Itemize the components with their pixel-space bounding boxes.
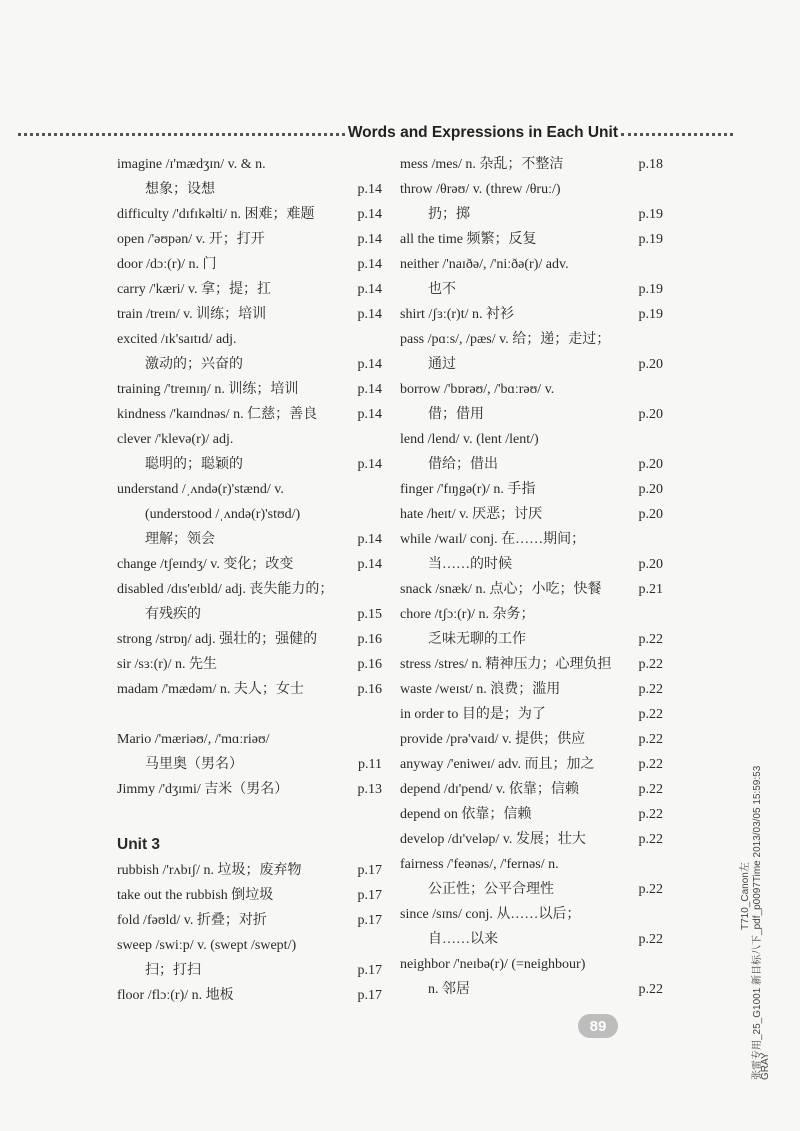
entry-text: borrow /'bɒrəʊ/, /'bɑːrəʊ/ v. — [400, 382, 555, 397]
entry-text: depend on 依靠；信赖 — [400, 807, 532, 822]
vocab-entry — [400, 202, 663, 227]
page-ref: p.17 — [357, 988, 382, 1003]
page-ref: p.14 — [357, 282, 382, 297]
vocab-entry — [400, 627, 663, 652]
entry-text: train /treɪn/ v. 训练；培训 — [117, 307, 267, 322]
page-ref: p.22 — [638, 982, 663, 997]
entry-text: open /'əʊpən/ v. 开；打开 — [117, 232, 265, 247]
section-title: Words and Expressions in Each Unit — [347, 124, 618, 141]
entry-text: 通过 — [428, 357, 456, 372]
entry-text: lend /lend/ v. (lent /lent/) — [400, 432, 539, 447]
vocab-entry — [400, 452, 663, 477]
page-number: 89 — [578, 1014, 618, 1038]
entry-text: excited /ɪk'saɪtɪd/ adj. — [117, 332, 237, 347]
entry-text: chore /tʃɔː(r)/ n. 杂务； — [400, 607, 535, 622]
vocab-entry — [400, 927, 663, 952]
vocab-entry — [400, 377, 663, 402]
page-ref: p.17 — [357, 888, 382, 903]
vocab-entry — [400, 977, 663, 1002]
vocab-entry — [400, 477, 663, 502]
page-ref: p.14 — [357, 357, 382, 372]
entry-text: provide /prə'vaɪd/ v. 提供；供应 — [400, 732, 586, 747]
vocab-entry — [117, 352, 382, 377]
vocab-entry — [117, 933, 382, 958]
vocab-entry — [400, 752, 663, 777]
entry-text: while /waɪl/ conj. 在……期间； — [400, 532, 586, 547]
vocab-entry — [117, 402, 382, 427]
entry-text: 激动的；兴奋的 — [145, 357, 243, 372]
vocab-entry — [400, 352, 663, 377]
vocab-entry — [400, 502, 663, 527]
entry-text: 自……以来 — [428, 932, 498, 947]
dotted-rule-left — [18, 133, 345, 136]
page-ref: p.19 — [638, 207, 663, 222]
page-ref: p.22 — [638, 782, 663, 797]
entry-text: pass /pɑːs/, /pæs/ v. 给；递；走过； — [400, 332, 611, 347]
entry-text: finger /'fɪŋgə(r)/ n. 手指 — [400, 482, 536, 497]
page-ref: p.14 — [357, 457, 382, 472]
entry-text: difficulty /'dɪfɪkəlti/ n. 困难；难题 — [117, 207, 315, 222]
vocab-entry — [117, 552, 382, 577]
page-ref: p.14 — [357, 307, 382, 322]
entry-text: 马里奥（男名） — [145, 757, 243, 772]
page-ref: p.14 — [357, 182, 382, 197]
vocab-entry — [117, 958, 382, 983]
entry-text: disabled /dɪs'eɪbld/ adj. 丧失能力的； — [117, 582, 334, 597]
entry-text: training /'treɪnɪŋ/ n. 训练；培训 — [117, 382, 299, 397]
vocab-entry — [117, 277, 382, 302]
entry-text: understand /ˌʌndə(r)'stænd/ v. — [117, 482, 284, 497]
entry-text: waste /weɪst/ n. 浪费；滥用 — [400, 682, 561, 697]
vocab-entry — [400, 652, 663, 677]
entry-text: in order to 目的是；为了 — [400, 707, 546, 722]
vocab-entry — [400, 277, 663, 302]
spacer-row — [117, 702, 382, 727]
entry-text: 借；借用 — [428, 407, 484, 422]
vocab-entry — [400, 702, 663, 727]
page-ref: p.21 — [638, 582, 663, 597]
entry-text: Mario /'mæriəʊ/, /'mɑːriəʊ/ — [117, 732, 270, 747]
page-ref: p.22 — [638, 832, 663, 847]
entry-text: 也不 — [428, 282, 456, 297]
entry-text: 公正性；公平合理性 — [428, 882, 554, 897]
vocab-entry — [400, 527, 663, 552]
left-column — [117, 152, 382, 1008]
entry-text: 当……的时候 — [428, 557, 512, 572]
vocab-entry — [400, 577, 663, 602]
vocab-entry — [117, 302, 382, 327]
vocab-entry — [400, 827, 663, 852]
vocab-entry — [400, 852, 663, 877]
vocab-entry — [117, 252, 382, 277]
entry-text: door /dɔː(r)/ n. 门 — [117, 257, 217, 272]
entry-text: floor /flɔː(r)/ n. 地板 — [117, 988, 234, 1003]
vocab-entry — [400, 802, 663, 827]
entry-text: 理解；领会 — [145, 532, 215, 547]
vocab-entry — [117, 427, 382, 452]
page-ref: p.17 — [357, 863, 382, 878]
page-ref: p.22 — [638, 707, 663, 722]
vocab-entry — [400, 677, 663, 702]
entry-text: strong /strɒŋ/ adj. 强壮的；强健的 — [117, 632, 318, 647]
vocab-entry — [400, 952, 663, 977]
scan-mark-print-info: 张雷专用_25_G1001 新目标八下_pdf_p0097Time 2013/03/05 15:59:53 — [752, 765, 763, 1080]
vocab-entry — [400, 227, 663, 252]
page-ref: p.22 — [638, 732, 663, 747]
entry-text: n. 邻居 — [428, 982, 470, 997]
entry-text: all the time 频繁；反复 — [400, 232, 537, 247]
page-ref: p.11 — [358, 757, 382, 772]
page-ref: p.16 — [357, 632, 382, 647]
page-ref: p.22 — [638, 632, 663, 647]
unit-heading — [117, 827, 382, 858]
page-ref: p.22 — [638, 757, 663, 772]
page-ref: p.14 — [357, 557, 382, 572]
vocab-entry — [117, 727, 382, 752]
entry-text: sweep /swiːp/ v. (swept /swept/) — [117, 938, 297, 953]
entry-text: neither /'naɪðə/, /'niːðə(r)/ adv. — [400, 257, 569, 272]
page-ref: p.22 — [638, 882, 663, 897]
vocab-entry — [400, 152, 663, 177]
vocab-entry — [117, 152, 382, 177]
entry-text: imagine /ɪ'mædʒɪn/ v. & n. — [117, 157, 266, 172]
entry-text: fold /fəʊld/ v. 折叠；对折 — [117, 913, 267, 928]
page-ref: p.19 — [638, 282, 663, 297]
entry-text: carry /'kæri/ v. 拿；提；扛 — [117, 282, 272, 297]
vocab-entry — [400, 402, 663, 427]
page-ref: p.17 — [357, 913, 382, 928]
page-ref: p.22 — [638, 682, 663, 697]
vocab-entry — [400, 602, 663, 627]
entry-text: shirt /ʃɜː(r)t/ n. 衬衫 — [400, 307, 514, 322]
entry-text: since /sɪns/ conj. 从……以后； — [400, 907, 581, 922]
entry-text: 扔；掷 — [428, 207, 470, 222]
page-ref: p.19 — [638, 307, 663, 322]
vocab-entry — [400, 727, 663, 752]
entry-text: 聪明的；聪颖的 — [145, 457, 243, 472]
entry-text: clever /'klevə(r)/ adj. — [117, 432, 234, 447]
vocab-entry — [117, 527, 382, 552]
entry-text: hate /heɪt/ v. 厌恶；讨厌 — [400, 507, 543, 522]
unit-title: Unit 3 — [117, 836, 161, 853]
page-ref: p.19 — [638, 232, 663, 247]
page-ref: p.14 — [357, 407, 382, 422]
entry-text: 想象；设想 — [145, 182, 215, 197]
scan-mark-gray: GRAY — [760, 1052, 771, 1080]
page-ref: p.20 — [638, 357, 663, 372]
vocab-entry — [117, 202, 382, 227]
entry-text: depend /dɪ'pend/ v. 依靠；信赖 — [400, 782, 579, 797]
page-ref: p.17 — [357, 963, 382, 978]
vocab-entry — [117, 177, 382, 202]
entry-text: develop /dɪ'veləp/ v. 发展；壮大 — [400, 832, 586, 847]
entry-text: Jimmy /'dʒɪmi/ 吉米（男名） — [117, 782, 289, 797]
page-ref: p.16 — [357, 657, 382, 672]
page-ref: p.16 — [357, 682, 382, 697]
vocab-entry — [400, 902, 663, 927]
vocab-entry — [117, 777, 382, 802]
page-ref: p.14 — [357, 382, 382, 397]
page-ref: p.22 — [638, 932, 663, 947]
vocab-entry — [117, 327, 382, 352]
page-ref: p.14 — [357, 532, 382, 547]
page-ref: p.14 — [357, 207, 382, 222]
vocab-entry — [117, 452, 382, 477]
page-ref: p.22 — [638, 807, 663, 822]
entry-text: 借给；借出 — [428, 457, 498, 472]
entry-text: take out the rubbish 倒垃圾 — [117, 888, 274, 903]
entry-text: 乏味无聊的工作 — [428, 632, 526, 647]
page-ref: p.20 — [638, 407, 663, 422]
scan-mark-canon: T710_Canon左 — [740, 862, 751, 930]
vocab-entry — [117, 477, 382, 502]
vocab-entry — [117, 883, 382, 908]
page-ref: p.20 — [638, 482, 663, 497]
vocab-entry — [117, 377, 382, 402]
page-ref: p.18 — [638, 157, 663, 172]
vocab-entry — [117, 908, 382, 933]
entry-text: throw /θrəʊ/ v. (threw /θruː/) — [400, 182, 561, 197]
page-ref: p.15 — [357, 607, 382, 622]
vocab-entry — [117, 858, 382, 883]
vocab-entry — [400, 552, 663, 577]
page-ref: p.22 — [638, 657, 663, 672]
vocab-entry — [117, 577, 382, 602]
dotted-rule-right — [621, 133, 733, 136]
page-ref: p.20 — [638, 557, 663, 572]
entry-text: kindness /'kaɪndnəs/ n. 仁慈；善良 — [117, 407, 318, 422]
page-ref: p.13 — [357, 782, 382, 797]
vocab-entry — [400, 177, 663, 202]
page-ref: p.20 — [638, 507, 663, 522]
page-ref: p.20 — [638, 457, 663, 472]
entry-text: fairness /'feənəs/, /'fernəs/ n. — [400, 857, 559, 872]
entry-text: neighbor /'neɪbə(r)/ (=neighbour) — [400, 957, 586, 972]
entry-text: stress /stres/ n. 精神压力；心理负担 — [400, 657, 612, 672]
vocab-entry — [117, 227, 382, 252]
entry-text: anyway /'eniweɪ/ adv. 而且；加之 — [400, 757, 595, 772]
entry-text: mess /mes/ n. 杂乱；不整洁 — [400, 157, 564, 172]
vocab-entry — [117, 602, 382, 627]
vocab-entry — [400, 777, 663, 802]
entry-text: rubbish /'rʌbɪʃ/ n. 垃圾；废弃物 — [117, 863, 302, 878]
entry-text: 有残疾的 — [145, 607, 201, 622]
vocab-entry — [400, 252, 663, 277]
entry-text: sir /sɜː(r)/ n. 先生 — [117, 657, 217, 672]
vocab-entry — [117, 752, 382, 777]
spacer-row — [117, 802, 382, 827]
entry-text: 扫；打扫 — [145, 963, 201, 978]
vocab-entry — [117, 502, 382, 527]
entry-text: madam /'mædəm/ n. 夫人；女士 — [117, 682, 304, 697]
section-header — [18, 124, 733, 142]
vocab-entry — [400, 302, 663, 327]
vocab-entry — [117, 677, 382, 702]
entry-text: snack /snæk/ n. 点心；小吃；快餐 — [400, 582, 602, 597]
page-ref: p.14 — [357, 257, 382, 272]
vocab-entry — [117, 652, 382, 677]
entry-text: change /tʃeɪndʒ/ v. 变化；改变 — [117, 557, 294, 572]
entry-text: (understood /ˌʌndə(r)'stʊd/) — [145, 507, 301, 522]
page-ref: p.14 — [357, 232, 382, 247]
vocab-entry — [400, 327, 663, 352]
vocab-entry — [117, 627, 382, 652]
vocab-entry — [400, 877, 663, 902]
right-column — [400, 152, 663, 1002]
vocab-entry — [400, 427, 663, 452]
vocab-entry — [117, 983, 382, 1008]
